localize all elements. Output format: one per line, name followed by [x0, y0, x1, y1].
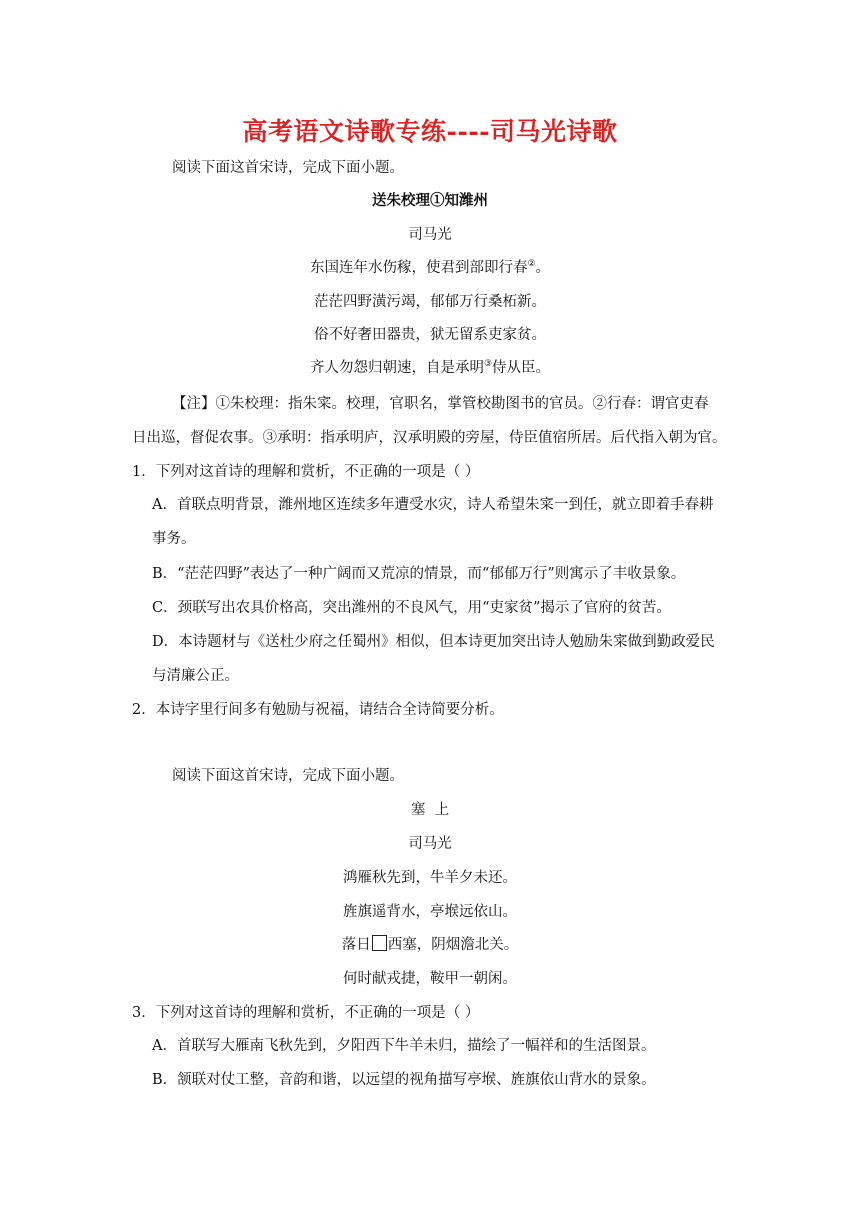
- question-3-option-a: A．首联写大雁南飞秋先到，夕阳西下牛羊未归，描绘了一幅祥和的生活图景。: [152, 1038, 656, 1054]
- poem2-line: 鸿雁秋先到，牛羊夕未还。: [343, 870, 517, 886]
- poem2-line: 落日 西塞，阴烟澹北关。: [341, 937, 519, 953]
- question-1-option-d: D．本诗题材与《送杜少府之任蜀州》相似，但本诗更加突出诗人勉励朱寀做到勤政爱民: [152, 634, 715, 650]
- question-1-option-a-cont: 事务。: [152, 531, 196, 547]
- question-1-option-a: A．首联点明背景，潍州地区连续多年遭受水灾，诗人希望朱寀一到任，就立即着手春耕: [152, 497, 714, 513]
- question-2-stem: 2．本诗字里行间多有勉励与祝福，请结合全诗简要分析。: [132, 702, 504, 718]
- poem1-title: 送朱校理①知潍州: [372, 192, 488, 209]
- poem1-line: 东国连年水伤稼，使君到部即行春②。: [309, 259, 551, 276]
- poem1-line: 俗不好奢田器贵，狱无留系吏家贫。: [314, 327, 546, 343]
- poem1-note: 日出巡，督促农事。③承明：指承明庐，汉承明殿的旁屋，侍臣值宿所居。后代指入朝为官。: [132, 430, 727, 446]
- poem1-line: 齐人勿怨归朝速，自是承明③侍从臣。: [309, 359, 551, 376]
- poem1-note: 【注】①朱校理：指朱寀。校理，官职名，掌管校勘图书的官员。②行春：谓官吏春: [172, 396, 709, 412]
- question-3-stem: 3．下列对这首诗的理解和赏析，不正确的一项是（ ）: [132, 1005, 480, 1021]
- poem2-title: 塞 上: [410, 802, 450, 818]
- document-title: 高考语文诗歌专练----司马光诗歌: [242, 117, 618, 146]
- blank-box: [372, 935, 387, 951]
- poem2-author: 司马光: [408, 836, 452, 852]
- poem2-line: 何时献戎捷，鞍甲一朝闲。: [343, 971, 517, 987]
- section2-intro: 阅读下面这首宋诗，完成下面小题。: [172, 768, 404, 784]
- question-1-option-c: C．颈联写出农具价格高，突出潍州的不良风气，用“吏家贫”揭示了官府的贫苦。: [152, 600, 671, 616]
- question-3-option-b: B．颔联对仗工整，音韵和谐，以远望的视角描写亭堠、旌旗依山背水的景象。: [152, 1072, 656, 1088]
- question-1-option-d-cont: 与清廉公正。: [152, 668, 239, 684]
- poem1-author: 司马光: [408, 227, 452, 243]
- section1-intro: 阅读下面这首宋诗，完成下面小题。: [172, 160, 404, 176]
- question-1-option-b: B．“茫茫四野”表达了一种广阔而又荒凉的情景，而“郁郁万行”则寓示了丰收景象。: [152, 566, 686, 582]
- poem1-line: 茫茫四野潢污竭，郁郁万行桑柘新。: [314, 294, 546, 310]
- question-1-stem: 1．下列对这首诗的理解和赏析，不正确的一项是（ ）: [132, 464, 480, 480]
- poem2-line: 旌旗遥背水，亭堠远依山。: [343, 904, 517, 920]
